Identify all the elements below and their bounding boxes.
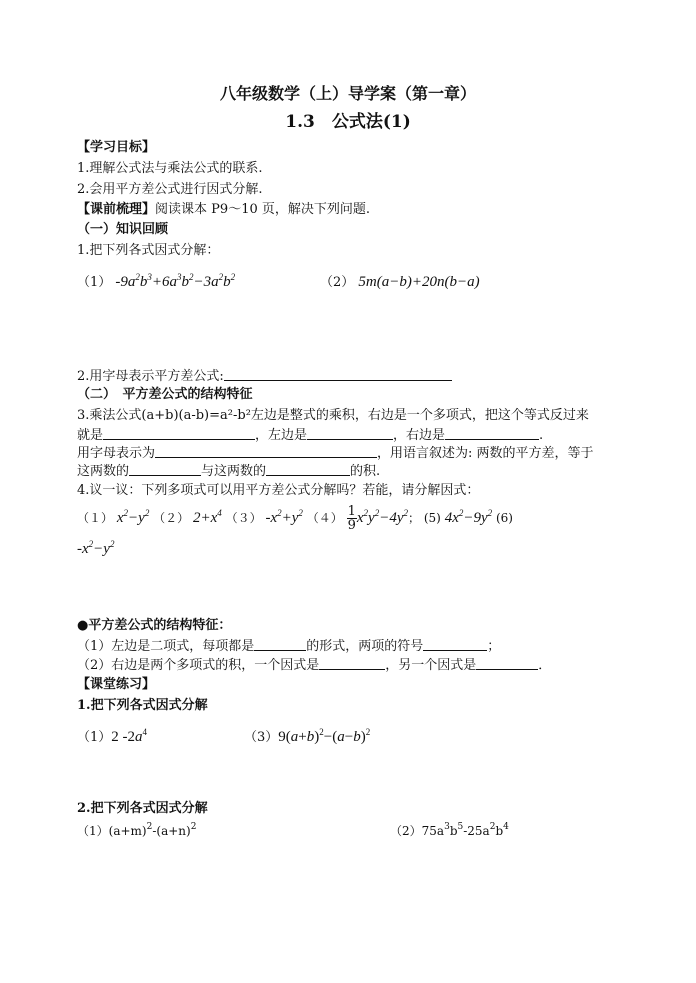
- math-expression: $4x^2-9y^2$: [444, 508, 493, 526]
- bracket-open: 【: [77, 140, 91, 155]
- goal-2: 2.会用平方差公式进行因式分解.: [77, 182, 263, 197]
- structure-feature-1: [77, 638, 500, 655]
- text: 这两数的: [77, 464, 130, 479]
- question-2-text: 2.用字母表示平方差公式:: [77, 369, 224, 384]
- math-expression: $x^2-y^2$: [116, 508, 150, 526]
- question-1-part-1: [77, 273, 235, 291]
- item-number: （２）: [153, 511, 190, 525]
- answer-blank[interactable]: [266, 463, 350, 476]
- text: .: [539, 428, 544, 443]
- answer-blank[interactable]: [224, 368, 452, 381]
- semicolon: ；: [408, 511, 421, 525]
- preview-instruction: 阅读课本 P9～10 页，解决下列问题.: [155, 202, 371, 217]
- lesson-subtitle: 1.3 公式法(1): [285, 112, 411, 132]
- answer-blank[interactable]: [423, 638, 487, 651]
- text: ，右边是: [393, 428, 446, 443]
- practice-1-part-3: [244, 728, 370, 746]
- answer-blank[interactable]: [129, 463, 201, 476]
- practice-2-part-2: [390, 824, 509, 838]
- item-number: （2）: [390, 824, 422, 838]
- section-header-practice: [77, 677, 155, 693]
- math-expression: 5m(a−b)+20n(b−a): [358, 274, 480, 290]
- question-4-item-6: [77, 540, 114, 558]
- text: 的积.: [350, 464, 381, 479]
- math-expression: $9(a+b)^2-(a-b)^2$: [278, 727, 371, 745]
- math-expression: $75a^3b^5-25a^2b^4$: [421, 822, 509, 838]
- structure-feature-2: [77, 657, 551, 674]
- answer-blank[interactable]: [155, 445, 377, 458]
- math-expression: $2+x^4$: [192, 508, 222, 526]
- answer-blank[interactable]: [445, 427, 539, 440]
- question-3-line-3: [77, 445, 594, 462]
- text: 就是: [77, 428, 104, 443]
- answer-blank[interactable]: [103, 427, 255, 440]
- item-number: （3）: [244, 730, 279, 745]
- section-name: 课前梳理: [90, 202, 143, 217]
- subsection-structure: （二） 平方差公式的结构特征: [77, 387, 253, 402]
- item-number: （1）: [77, 275, 112, 290]
- section-name: 课堂练习: [90, 677, 143, 692]
- bracket-close: 】: [142, 140, 156, 155]
- section-header-goals: [77, 140, 155, 156]
- item-number: （３）: [225, 511, 262, 525]
- answer-blank[interactable]: [476, 657, 538, 670]
- text: （2）右边是两个多项式的积，一个因式是: [77, 658, 320, 673]
- question-3-line-1: 3.乘法公式(a+b)(a-b)=a²-b²左边是整式的乘积，右边是一个多项式，把这个等式反过来: [77, 408, 589, 423]
- item-number: （2）: [320, 275, 355, 290]
- text: ；: [487, 639, 501, 654]
- text: 用字母表示为: [77, 446, 156, 461]
- answer-blank[interactable]: [319, 657, 385, 670]
- item-number: （４）: [306, 511, 343, 525]
- question-3-line-4: [77, 463, 380, 480]
- math-expression: $x^2y^2-4y^2$: [356, 508, 409, 526]
- item-number: （1）: [77, 824, 109, 838]
- text: ，用语言叙述为: 两数的平方差，等于: [377, 446, 594, 461]
- text: 与这两数的: [201, 464, 267, 479]
- item-number: (6): [495, 511, 513, 525]
- bracket-open: 【: [77, 202, 91, 217]
- item-number: (5): [423, 511, 441, 525]
- question-2: [77, 368, 452, 385]
- text: ．: [538, 658, 552, 673]
- question-1-part-2: [320, 273, 480, 291]
- text: （1）左边是二项式，每项都是: [77, 639, 255, 654]
- math-expression: $-9a^2b^3+6a^3b^2-3a^2b^2$: [115, 272, 236, 290]
- math-expression: $-x^2-y^2$: [77, 539, 115, 557]
- math-expression: $(a+m)^2-(a+n)^2$: [108, 822, 197, 838]
- structure-feature-title: ●平方差公式的结构特征：: [77, 618, 232, 633]
- document-title: 八年级数学（上）导学案（第一章）: [219, 84, 476, 103]
- bracket-open: 【: [77, 677, 91, 692]
- section-name: 学习目标: [90, 140, 143, 155]
- question-1: 1.把下列各式因式分解：: [77, 243, 220, 258]
- goal-1: 1.理解公式法与乘法公式的联系.: [77, 161, 263, 176]
- math-expression: $-x^2+y^2$: [265, 508, 303, 526]
- item-number: （１）: [77, 511, 114, 525]
- practice-2-part-1: [77, 824, 196, 838]
- question-4: 4.议一议：下列多项式可以用平方差公式分解吗？若能，请分解因式：: [77, 483, 480, 498]
- text: 的形式，两项的符号: [306, 639, 424, 654]
- answer-blank[interactable]: [254, 638, 306, 651]
- subsection-review: （一）知识回顾: [77, 222, 169, 237]
- fraction-one-ninth: $\frac{1}{9}$: [347, 504, 356, 533]
- answer-blank[interactable]: [307, 427, 393, 440]
- bracket-close: 】: [142, 677, 156, 692]
- practice-1-title: 1.把下列各式因式分解: [77, 698, 208, 713]
- section-header-preview: [77, 202, 370, 218]
- question-4-items: [77, 505, 513, 532]
- practice-2-title: 2.把下列各式因式分解: [77, 801, 208, 816]
- text: ，左边是: [255, 428, 308, 443]
- question-3-line-2: [77, 427, 543, 444]
- math-expression: 2 $-2a^4$: [111, 727, 148, 745]
- item-number: （1）: [77, 730, 112, 745]
- bracket-close: 】: [142, 202, 156, 217]
- practice-1-part-1: [77, 728, 147, 746]
- text: ，另一个因式是: [385, 658, 477, 673]
